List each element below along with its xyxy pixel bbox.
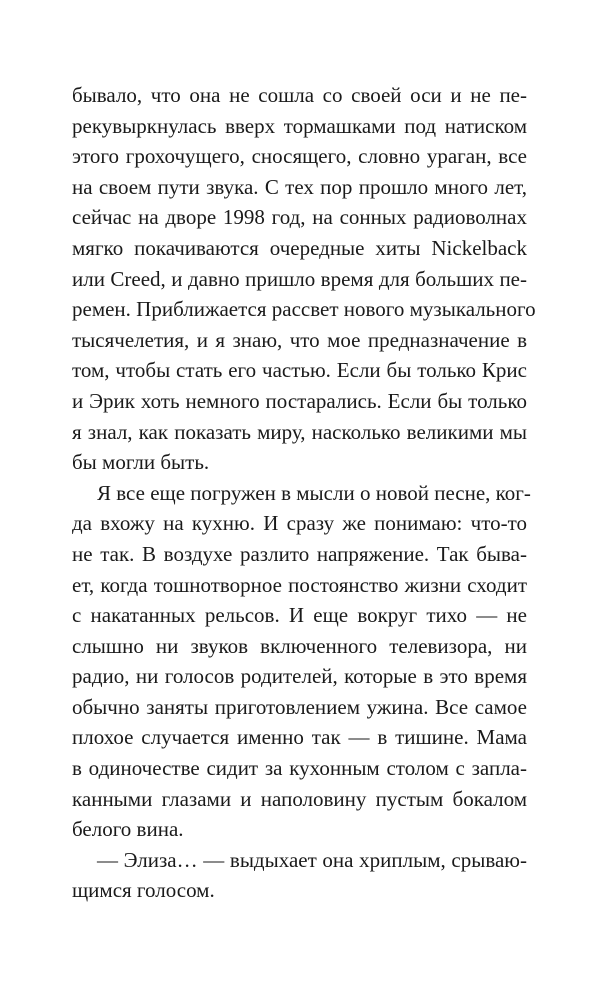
text-line: канными глазами и наполовину пустым бокалом bbox=[72, 786, 527, 811]
text-line: ремен. Приближается рассвет нового музыкального bbox=[72, 297, 536, 322]
text-line: не так. В воздухе разлито напряжение. Так быва- bbox=[72, 541, 527, 566]
text-line: да вхожу на кухню. И сразу же понимаю: что-то bbox=[72, 511, 527, 536]
text-line: ет, когда тошнотворное постоянство жизни сходит bbox=[72, 572, 527, 597]
text-line: том, чтобы стать его частью. Если бы только Крис bbox=[72, 358, 527, 383]
body-text bbox=[72, 80, 536, 906]
text-line: я знал, как показать миру, насколько великими мы bbox=[72, 419, 527, 444]
text-line: бы могли быть. bbox=[72, 450, 210, 475]
text-line: тысячелетия, и я знаю, что мое предназначение в bbox=[72, 327, 527, 352]
text-line: бывало, что она не сошла со своей оси и не пе- bbox=[72, 83, 527, 107]
text-line: плохое случается именно так — в тишине. Мама bbox=[72, 725, 527, 750]
text-line: с накатанных рельсов. И еще вокруг тихо — не bbox=[72, 603, 527, 628]
paragraph-3 bbox=[72, 845, 527, 906]
text-line: радио, ни голосов родителей, которые в это время bbox=[72, 664, 527, 689]
text-line: или Creed, и давно пришло время для больших пе- bbox=[72, 266, 527, 291]
text-line: этого грохочущего, сносящего, словно ураган, все bbox=[72, 144, 527, 169]
text-line: рекувыркнулась вверх тормашками под натиском bbox=[72, 113, 527, 138]
text-line: обычно заняты приготовлением ужина. Все самое bbox=[72, 694, 527, 719]
text-line: слышно ни звуков включенного телевизора, ни bbox=[72, 633, 527, 658]
paragraph-2 bbox=[72, 478, 531, 845]
text-line: белого вина. bbox=[72, 817, 184, 842]
text-line: и Эрик хоть немного постарались. Если бы только bbox=[72, 388, 527, 413]
text-line: мягко покачиваются очередные хиты Nickelback bbox=[72, 235, 527, 260]
text-line: Я все еще погружен в мысли о новой песне, ког- bbox=[97, 480, 531, 505]
paragraph-1 bbox=[72, 80, 536, 478]
text-line: — Элиза… — выдыхает она хриплым, срываю- bbox=[97, 847, 527, 872]
text-line: в одиночестве сидит за кухонным столом с запла- bbox=[72, 756, 527, 781]
text-line: щимся голосом. bbox=[72, 878, 215, 903]
text-line: на своем пути звука. С тех пор прошло много лет, bbox=[72, 174, 527, 199]
text-line: сейчас на дворе 1998 год, на сонных радиоволнах bbox=[72, 205, 527, 230]
